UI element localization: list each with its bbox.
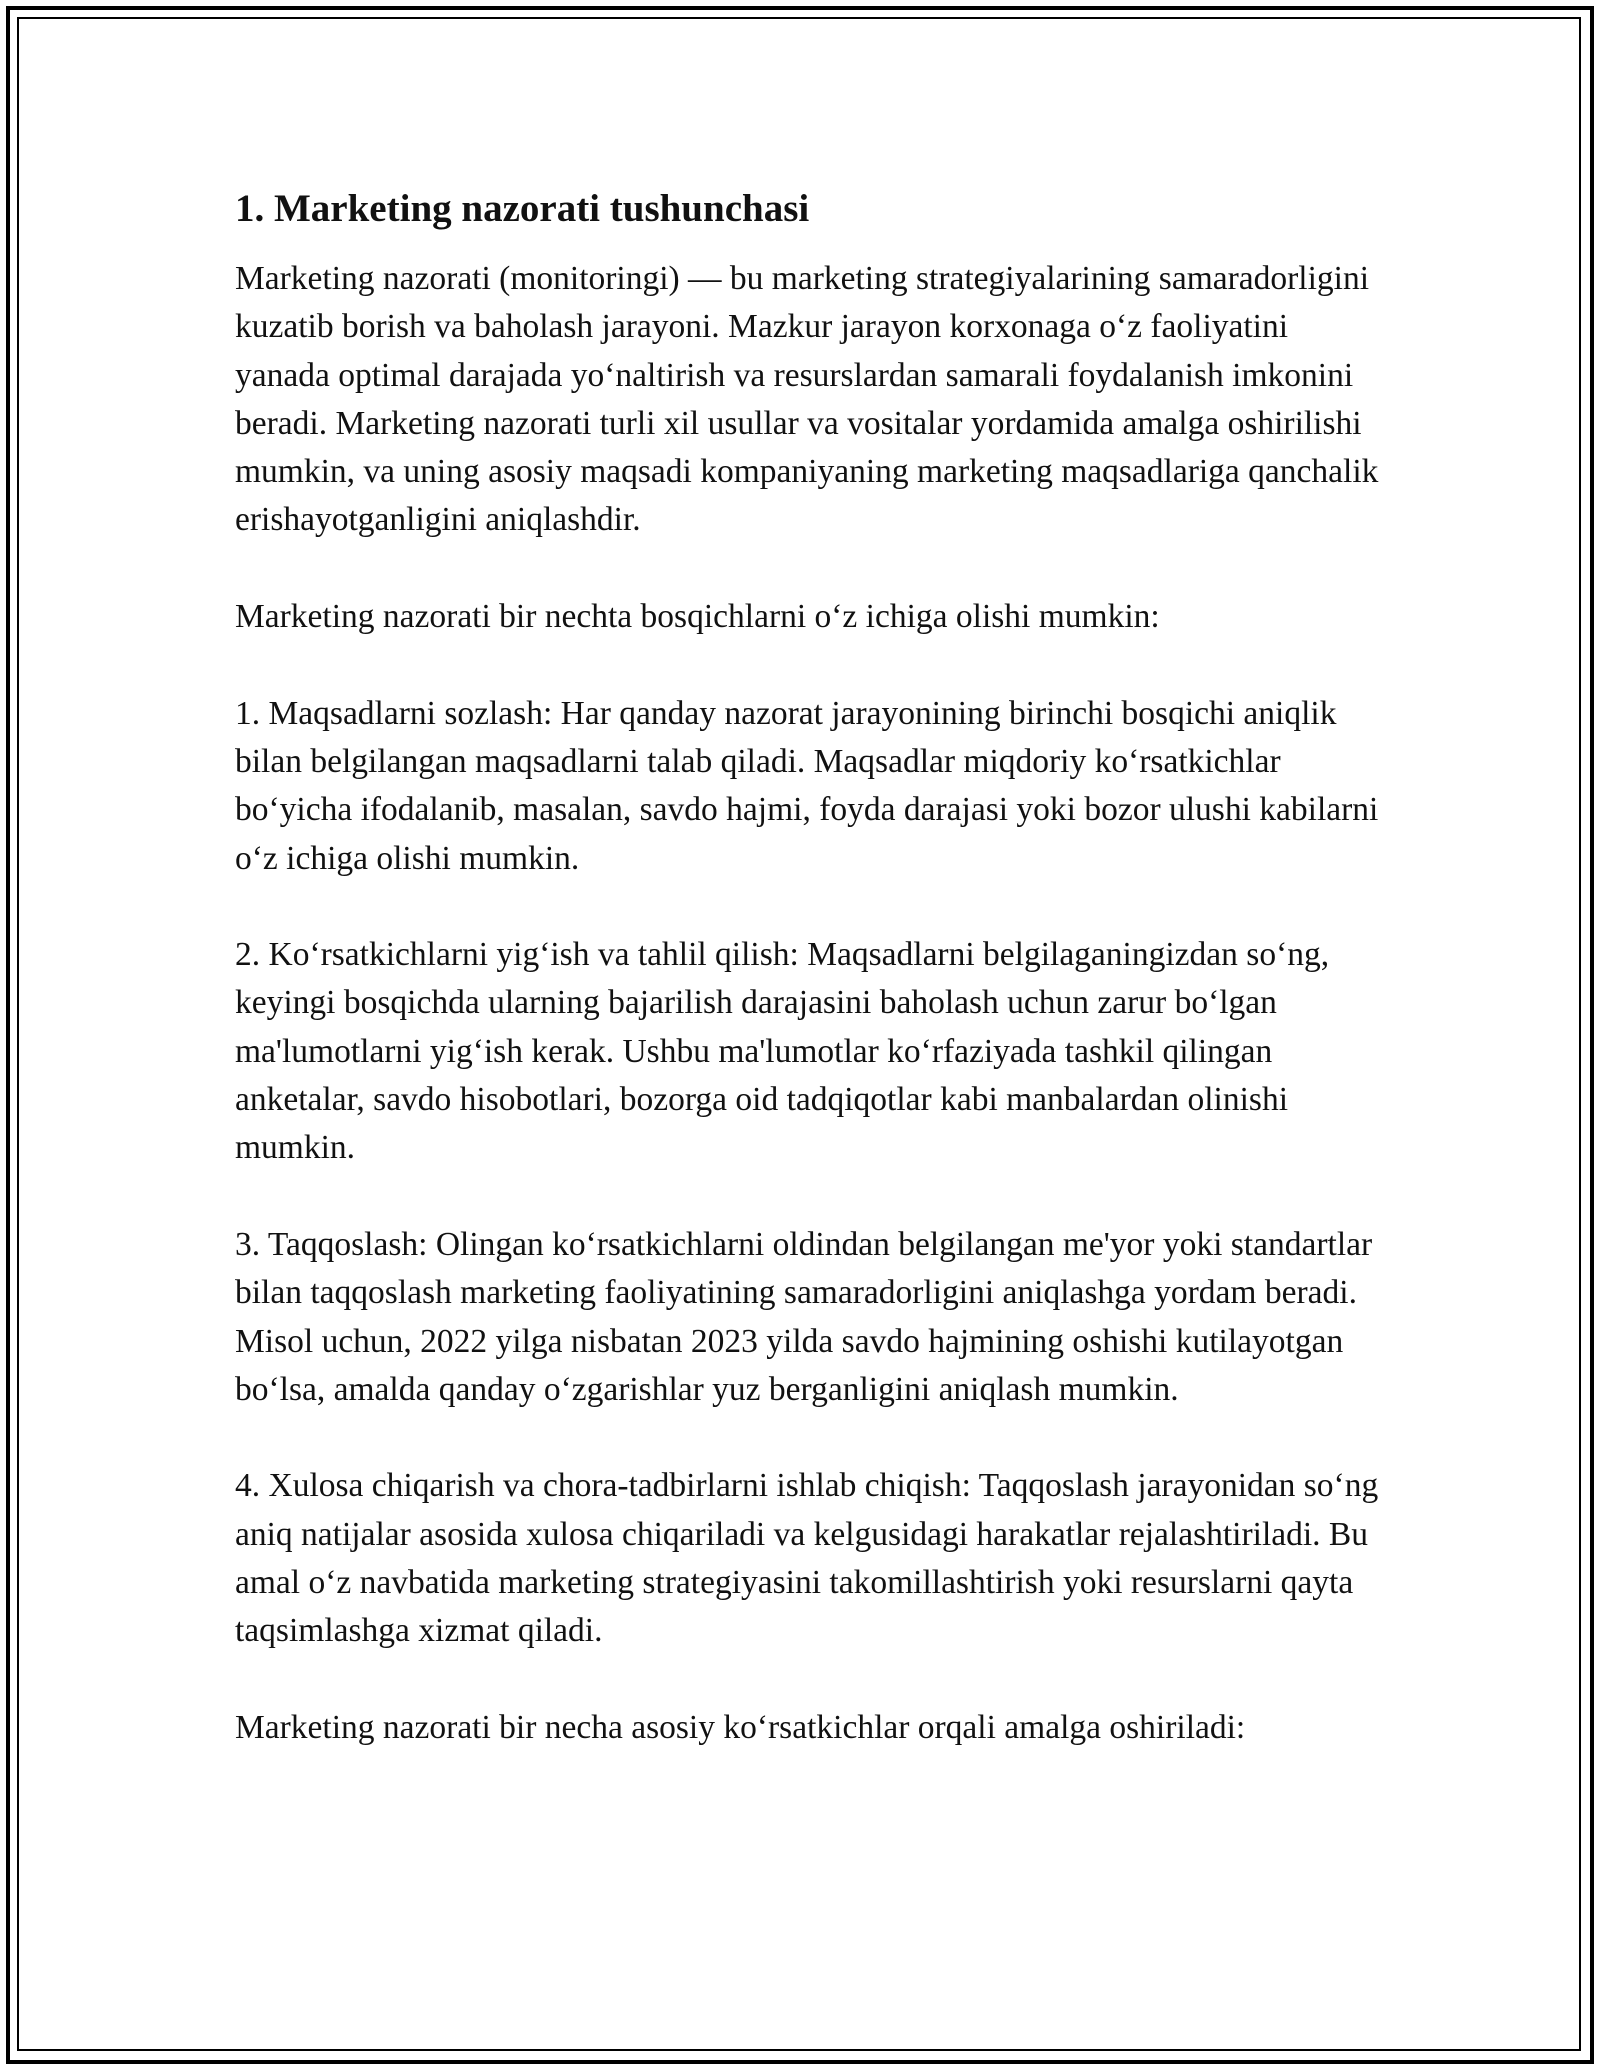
intro-paragraph: Marketing nazorati (monitoringi) — bu marketing strategiyalarining samaradorligini kuzatib borish va baholash jarayoni. Mazkur jarayon korxonaga o‘z faoliyatini yanada optimal darajada yo‘naltirish va resurslardan samarali foydalanish imkonini beradi. Marketing nazorati turli xil usullar va vositalar yordamida amalga oshirilishi mumkin, va uning asosiy maqsadi kompaniyaning marketing maqsadlariga qanchalik erishayotganligini aniqlashdir. — [235, 260, 1379, 539]
indicators-intro-paragraph: Marketing nazorati bir necha asosiy ko‘rsatkichlar orqali amalga oshiriladi: — [235, 1708, 1246, 1746]
section-heading: 1. Marketing nazorati tushunchasi — [235, 187, 810, 230]
stage-1-paragraph: 1. Maqsadlarni sozlash: Har qanday nazorat jarayonining birinchi bosqichi aniqlik bilan belgilangan maqsadlarni talab qiladi. Maqsadlar miqdoriy ko‘rsatkichlar bo‘yicha ifodalanib, masalan, savdo hajmi, foyda darajasi yoki bozor ulushi kabilarni o‘z ichiga olishi mumkin. — [235, 694, 1379, 877]
document-body — [235, 185, 1385, 1752]
stage-4-paragraph: 4. Xulosa chiqarish va chora-tadbirlarni ishlab chiqish: Taqqoslash jarayonidan so‘ng aniq natijalar asosida xulosa chiqariladi va kelgusidagi harakatlar rejalashtiriladi. Bu amal o‘z navbatida marketing strategiyasini takomillashtirish yoki resurslarni qayta taqsimlashga xizmat qiladi. — [235, 1467, 1379, 1650]
stage-3-paragraph: 3. Taqqoslash: Olingan ko‘rsatkichlarni oldindan belgilangan me'yor yoki standartlar bilan taqqoslash marketing faoliyatining samaradorligini aniqlashga yordam beradi. Misol uchun, 2022 yilga nisbatan 2023 yilda savdo hajmining oshishi kutilayotgan bo‘lsa, amalda qanday o‘zgarishlar yuz berganligini aniqlash mumkin. — [235, 1225, 1373, 1408]
stage-2-paragraph: 2. Ko‘rsatkichlarni yig‘ish va tahlil qilish: Maqsadlarni belgilaganingizdan so‘ng, keyingi bosqichda ularning bajarilish darajasini baholash uchun zarur bo‘lgan ma'lumotlarni yig‘ish kerak. Ushbu ma'lumotlar ko‘rfaziyada tashkil qilingan anketalar, savdo hisobotlari, bozorga oid tadqiqotlar kabi manbalardan olinishi mumkin. — [235, 936, 1330, 1167]
stages-intro-paragraph: Marketing nazorati bir nechta bosqichlarni o‘z ichiga olishi mumkin: — [235, 598, 1160, 636]
